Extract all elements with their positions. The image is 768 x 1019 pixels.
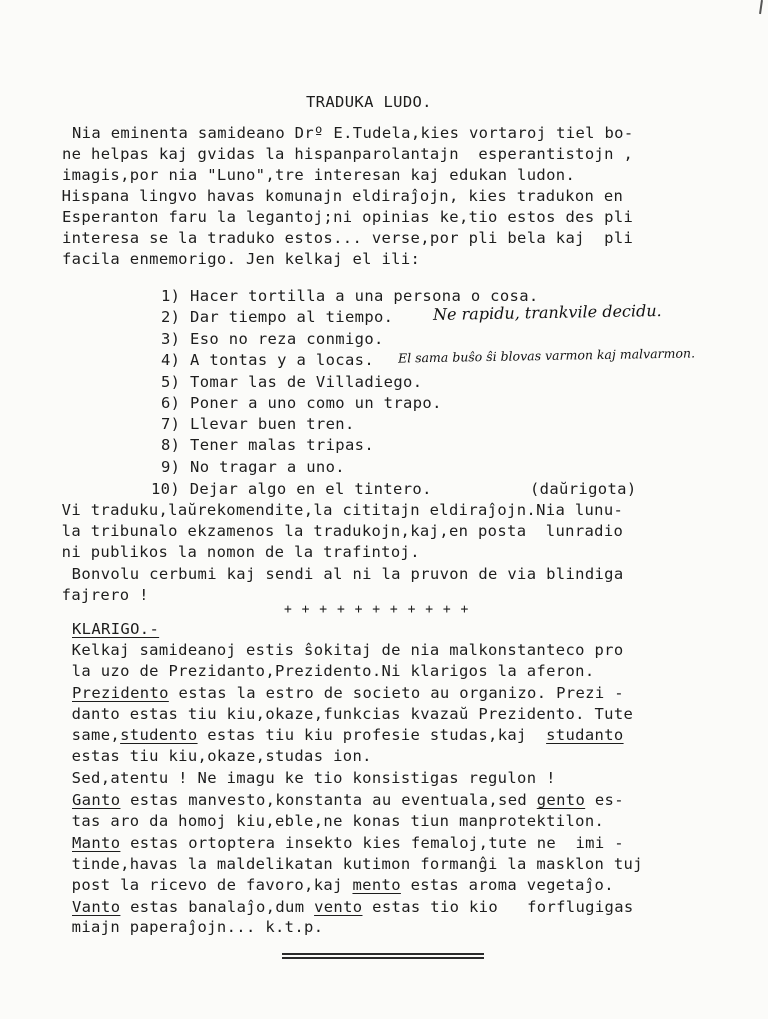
klarigo-text: post la ricevo de favoro,kaj [62,876,353,894]
klarigo-text: estas tiu kiu profesie studas,kaj [197,726,547,744]
phrase-item: 9) No tragar a uno. [161,458,345,476]
phrase-item: 1) Hacer tortilla a una persona o cosa. [161,287,539,305]
klarigo-line [62,725,624,745]
klarigo-line: Kelkaj samideanoj estis ŝokitaj de nia malkonstanteco pro [62,641,624,659]
term-ganto: Ganto [72,791,121,809]
phrase-item: 5) Tomar las de Villadiego. [161,373,423,391]
term-studento: studento [120,726,198,744]
closing-line: Bonvolu cerbumi kaj sendi al ni la pruvon de via blindiga [62,565,624,583]
intro-line: ne helpas kaj gvidas la hispanparolantajn esperantistojn , [62,145,634,163]
klarigo-text: es- [585,791,624,809]
klarigo-text: estas tio kio forflugigas [362,898,634,916]
intro-line: imagis,por nia "Luno",tre interesan kaj edukan ludon. [62,166,576,184]
klarigo-line [72,790,624,810]
section-title: KLARIGO.- [72,620,160,638]
continued-label: (daŭrigota) [530,480,637,498]
intro-line: Hispana lingvo havas komunajn eldiraĵojn, kies tradukon en [52,187,624,205]
handwritten-note: Ne rapidu, trankvile decidu. [432,301,662,324]
klarigo-line [72,683,624,703]
term-mento: mento [352,876,401,894]
klarigo-text: estas aroma vegetaĵo. [400,876,614,894]
klarigo-line [72,897,634,917]
intro-line: interesa se la traduko estos... verse,por pli bela kaj pli [62,229,634,247]
term-gento: gento [536,791,586,809]
term-vento: vento [314,898,363,916]
klarigo-text: estas ortoptera insekto kies femaloj,tute ne imi - [120,834,624,852]
phrase-item: 4) A tontas y a locas. [161,351,374,369]
closing-line: la tribunalo ekzamenos la tradukojn,kaj,en posta lunradio [52,522,624,540]
phrase-item: 7) Llevar buen tren. [161,415,355,433]
term-prezidento: Prezidento [72,684,169,702]
intro-line: facila enmemorigo. Jen kelkaj el ili: [62,250,421,268]
handwritten-note: El sama buŝo ŝi blovas varmon kaj malvarmon. [397,345,696,366]
klarigo-line: tinde,havas la maldelikatan kutimon formanĝi la masklon tuj [62,855,643,873]
phrase-item: 8) Tener malas tripas. [161,436,374,454]
phrase-item: 10) Dejar algo en el tintero. [151,480,432,498]
closing-line: ni publikos la nomon de la trafintoj. [52,543,420,561]
closing-line: fajrero ! [52,586,149,604]
klarigo-line [62,875,614,895]
intro-line: Esperanton faru la legantoj;ni opinias ke,tio estos des pli [62,208,634,226]
end-rule-bottom [282,957,484,959]
klarigo-line: estas tiu kiu,okaze,studas ion. [62,747,372,765]
page-title: TRADUKA LUDO. [306,93,432,111]
term-studanto: studanto [546,726,624,744]
closing-line: Vi traduku,laŭrekomendite,la cititajn eldiraĵojn.Nia lunu- [52,501,624,519]
klarigo-text: estas manvesto,konstanta au eventuala,sed [120,791,537,809]
klarigo-line: tas aro da homoj kiu,eble,ne konas tiun manprotektilon. [62,812,605,830]
separator: + + + + + + + + + + + [284,602,470,617]
klarigo-text: estas la estro de societo au organizo. Prezi - [168,684,624,702]
klarigo-line [72,833,624,853]
page-edge-mark [759,0,763,14]
klarigo-line: Sed,atentu ! Ne imagu ke tio konsistigas regulon ! [62,769,556,787]
term-manto: Manto [72,834,121,852]
intro-line: Nia eminenta samideano Drº E.Tudela,kies vortaroj tiel bo- [72,124,634,142]
phrase-item: 3) Eso no reza conmigo. [161,330,384,348]
klarigo-line: danto estas tiu kiu,okaze,funkcias kvazaŭ Prezidento. Tute [62,705,634,723]
klarigo-text: same, [62,726,121,744]
end-rule-top [282,953,484,955]
phrase-item: 2) Dar tiempo al tiempo. [161,308,394,326]
phrase-item: 6) Poner a uno como un trapo. [161,394,442,412]
klarigo-text: estas banalaĵo,dum [120,898,315,916]
klarigo-line: la uzo de Prezidanto,Prezidento.Ni klarigos la aferon. [62,662,595,680]
term-vanto: Vanto [72,898,121,916]
klarigo-line: miajn paperaĵojn... k.t.p. [62,918,324,936]
